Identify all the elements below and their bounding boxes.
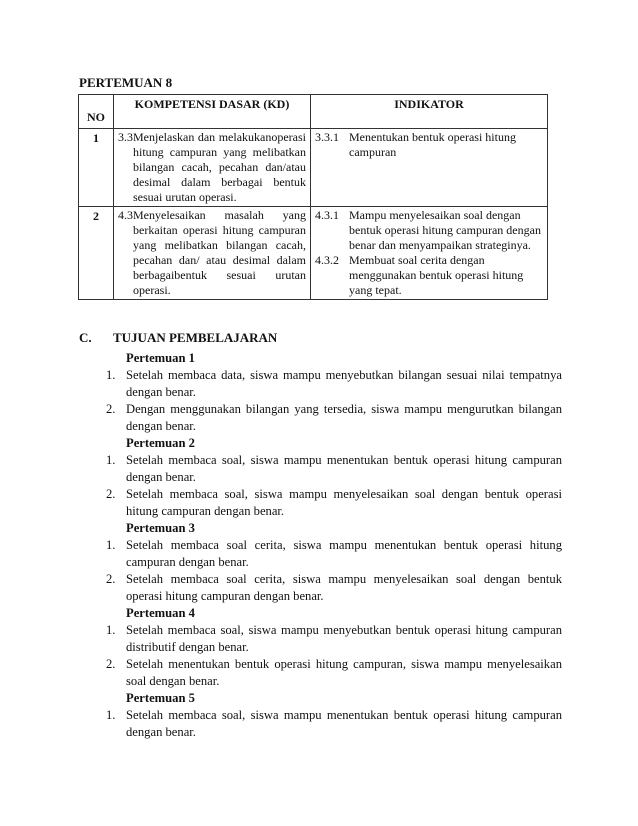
list-item — [106, 707, 562, 741]
item-number: 1. — [106, 538, 116, 552]
header-indikator: INDIKATOR — [311, 95, 548, 129]
list-item — [106, 622, 562, 656]
item-text: Setelah membaca soal, siswa mampu menentukan bentuk operasi hitung campuran dengan benar. — [126, 708, 562, 739]
item-number: 2. — [106, 487, 116, 501]
indicator-number: 4.3.2 — [315, 253, 339, 267]
meeting-heading: PERTEMUAN 8 — [79, 75, 173, 90]
meeting-block — [106, 605, 562, 690]
kd-cell — [114, 129, 311, 207]
item-number: 2. — [106, 657, 116, 671]
learning-objectives — [106, 350, 562, 741]
item-number: 1. — [106, 453, 116, 467]
table-header-row — [79, 95, 548, 129]
meeting-title: Pertemuan 5 — [126, 691, 195, 705]
indicator-cell — [311, 129, 548, 207]
header-no: NO — [79, 95, 114, 129]
header-kd: KOMPETENSI DASAR (KD) — [114, 95, 311, 129]
indicator-text: Membuat soal cerita dengan menggunakan bentuk operasi hitung yang tepat. — [349, 253, 524, 297]
list-item — [106, 452, 562, 486]
meeting-block — [106, 690, 562, 741]
item-text: Setelah menentukan bentuk operasi hitung campuran, siswa mampu menyelesaikan soal dengan benar. — [126, 657, 562, 688]
indicator-item — [315, 130, 543, 160]
item-text: Setelah membaca soal, siswa mampu menyebutkan bentuk operasi hitung campuran distributif dengan benar. — [126, 623, 562, 654]
row-number: 2 — [79, 207, 114, 300]
section-heading — [79, 330, 277, 346]
item-text: Dengan menggunakan bilangan yang tersedia, siswa mampu mengurutkan bilangan dengan benar. — [126, 402, 562, 433]
meeting-title: Pertemuan 1 — [126, 351, 195, 365]
item-number: 1. — [106, 708, 116, 722]
row-number: 1 — [79, 129, 114, 207]
indicator-cell — [311, 207, 548, 300]
list-item — [106, 486, 562, 520]
meeting-title: Pertemuan 4 — [126, 606, 195, 620]
section-title: TUJUAN PEMBELAJARAN — [113, 330, 278, 345]
item-text: Setelah membaca soal cerita, siswa mampu menyelesaikan soal dengan bentuk operasi hitung campuran dengan benar. — [126, 572, 562, 603]
item-number: 2. — [106, 572, 116, 586]
item-text: Setelah membaca data, siswa mampu menyebutkan bilangan sesuai nilai tempatnya dengan benar. — [126, 368, 562, 399]
item-number: 2. — [106, 402, 116, 416]
item-number: 1. — [106, 623, 116, 637]
indicator-item — [315, 253, 543, 298]
indicator-text: Mampu menyelesaikan soal dengan bentuk operasi hitung campuran dengan benar dan menyampaikan strateginya. — [349, 208, 541, 252]
item-text: Setelah membaca soal cerita, siswa mampu menentukan bentuk operasi hitung campuran dengan benar. — [126, 538, 562, 569]
table-row — [79, 207, 548, 300]
section-letter: C. — [79, 330, 92, 345]
table-row — [79, 129, 548, 207]
item-number: 1. — [106, 368, 116, 382]
indicator-item — [315, 208, 543, 253]
item-text: Setelah membaca soal, siswa mampu menentukan bentuk operasi hitung campuran dengan benar. — [126, 453, 562, 484]
kd-text: Menjelaskan dan melakukanoperasi hitung campuran yang melibatkan bilangan cacah, pecahan dan/atau desimal dalam berbagai bentuk sesuai urutan operasi. — [133, 130, 306, 204]
meeting-block — [106, 435, 562, 520]
meeting-block — [106, 350, 562, 435]
kd-cell — [114, 207, 311, 300]
meeting-title: Pertemuan 2 — [126, 436, 195, 450]
meeting-title: Pertemuan 3 — [126, 521, 195, 535]
indicator-text: Menentukan bentuk operasi hitung campuran — [349, 130, 516, 159]
list-item — [106, 401, 562, 435]
item-text: Setelah membaca soal, siswa mampu menyelesaikan soal dengan bentuk operasi hitung campuran dengan benar. — [126, 487, 562, 518]
meeting-block — [106, 520, 562, 605]
list-item — [106, 537, 562, 571]
competency-table — [78, 94, 548, 300]
list-item — [106, 571, 562, 605]
indicator-number: 4.3.1 — [315, 208, 339, 222]
kd-text: Menyelesaikan masalah yang berkaitan operasi hitung campuran yang melibatkan bilangan cacah, pecahan dan/ atau desimal dalam berbagaibentuk sesuai urutan operasi. — [133, 208, 306, 297]
kd-number: 3.3 — [118, 130, 133, 144]
list-item — [106, 367, 562, 401]
indicator-number: 3.3.1 — [315, 130, 339, 144]
kd-number: 4.3 — [118, 208, 133, 222]
list-item — [106, 656, 562, 690]
